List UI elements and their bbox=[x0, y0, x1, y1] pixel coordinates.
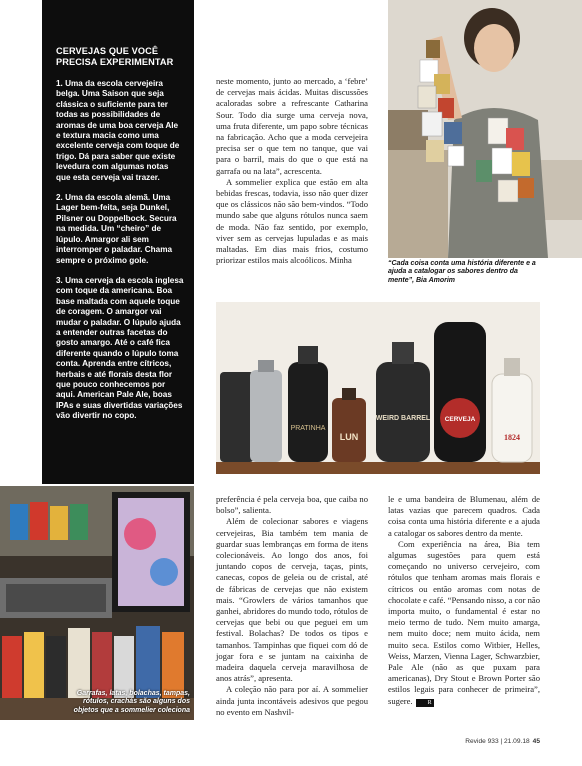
sidebar-box bbox=[42, 0, 194, 484]
end-mark-icon: R bbox=[416, 699, 434, 707]
page-number: 45 bbox=[532, 738, 540, 745]
photo-cans-collection bbox=[0, 486, 194, 720]
issue-info: Revide 933 | 21.09.18 bbox=[465, 738, 530, 745]
paragraph: Com experiência na área, Bia tem algumas sugestões para quem está começando no universo cervejeiro, com rótulos que tenham aromas mais florais e cítricos ou então aromas com notas de chocolate e café. “Pensando nisso, a cor não importa muito, o fundamental é estar no meio termo de tudo. Nem muito amarga, nem muito doce; nem muito ácida, nem muito seca. Estilos como Witbier, Helles, Weiss, Marzen, Vienna Lager, Schwarzbier, Pale Ale (não as que puxam para americanas), Dry Stout e Brown Porter são estilos legais para conhecer de primeira”, sugere. R bbox=[388, 538, 540, 706]
article-column-bottom-right bbox=[388, 494, 540, 707]
caption-cans: Garrafas, latas, bolachas, tampas, rótulos, crachás são alguns dos objetos que a sommelier coleciona bbox=[73, 690, 190, 714]
growler-label-pratinha: PRATINHA bbox=[290, 425, 326, 432]
photo-growlers bbox=[216, 302, 540, 474]
caption-woman: “Cada coisa conta uma história diferente e a ajuda a catalogar os sabores dentro da mente”, Bia Amorim bbox=[388, 260, 536, 284]
paragraph: le e uma bandeira de Blumenau, além de latas vazias que parecem quadros. Cada coisa conta uma história diferente e a ajuda a catalogar os sabores dentro da mente. bbox=[388, 494, 540, 538]
photo-woman-badges bbox=[388, 0, 582, 258]
sidebar-item-1: 1. Uma da escola cervejeira belga. Uma Saison que seja clássica o suficiente para ter todas as possibilidades de aromas de uma boa cerveja Ale e textura macia como uma excelente cerveja com toque de trigo. Dá para saber que existe levedura com algumas notas que esta cerveja vai trazer. bbox=[56, 79, 180, 182]
sidebar-item-2: 2. Uma da escola alemã. Uma Lager bem-feita, seja Dunkel, Pilsner ou Doppelbock. Secura na medida. Um “cheiro” de lúpulo. Amargor ali sem interromper o paladar. Chama sempre o próximo gole. bbox=[56, 193, 177, 265]
paragraph: A coleção não para por aí. A sommelier ainda junta incontáveis adesivos que pegou no evento em Nashvil- bbox=[216, 684, 368, 717]
paragraph: A sommelier explica que estão em alta bebidas frescas, todavia, isso não quer dizer que os clássicos não são bem-vindos. “Todo mundo sabe que alguns rótulos nunca saem de moda. Não faz sentido, por exemplo, viver sem as cervejas lupuladas e as mais maltadas. Em dias mais frios, costumo priorizar estilos mais alcoólicos. Minha bbox=[216, 176, 368, 266]
article-column-bottom-left bbox=[216, 494, 368, 718]
growler-label-lun: LUN bbox=[339, 432, 359, 442]
article-column-top bbox=[216, 76, 368, 266]
paragraph: Além de colecionar sabores e viagens cervejeiras, Bia também tem mania de guardar suas lembranças em forma de itens colecionáveis. Ao longo dos anos, foi juntando copos de cerveja, taças, pints, canecas, copos de geleia ou de cristal, até de fábricas de cervejas que não existem mais. “Growlers de vários tamanhos que ganhei, abridores do mundo todo, rótulos de cervejas que bebi ou que peguei em um festival. Bolachas? De todos os tipos e tamanhos. Tampinhas que fiquei com dó de jogar fora e se juntam na caixinha de madeira daquela cerveja maravilhosa de anos atrás”, apresenta. bbox=[216, 516, 368, 684]
growler-label-weird-barrel: WEIRD BARREL bbox=[375, 415, 431, 422]
paragraph: neste momento, junto ao mercado, a ‘febre’ de cervejas mais ácidas. Muitas discussões acaloradas sobre a refrescante Catharina Sour. Todo dia surge uma cerveja nova, uma fruta diferente, um papo sobre técnicas na fabricação. Acho que a moda cervejeira precisa ser o que tem no tanque, que vai para o barril, mais do que o que está na garrafa ou na lata”, acrescenta. bbox=[216, 76, 368, 176]
growler-label-year: 1824 bbox=[504, 433, 520, 442]
paragraph: preferência é pela cerveja boa, que caiba no bolso”, salienta. bbox=[216, 494, 368, 516]
growler-label-cerveja: CERVEJA bbox=[444, 416, 476, 423]
page-footer bbox=[465, 738, 540, 745]
sidebar-title: CERVEJAS QUE VOCÊ PRECISA EXPERIMENTAR bbox=[56, 46, 174, 67]
sidebar-item-3: 3. Uma cerveja da escola inglesa com toque da americana. Boa base maltada com aquele toque de coragem. O amargor vai mudar o paladar. O lúpulo ajuda a entender outras facetas do gosto amargo. Até o café fica diferente quando o lúpulo toma conta. Aprenda entre cítricos, herbais e até florais desta flor que pouco conhecemos por aqui. American Pale Ale, boas IPAs e suas divertidas variações vão divertir no copo. bbox=[56, 275, 184, 421]
